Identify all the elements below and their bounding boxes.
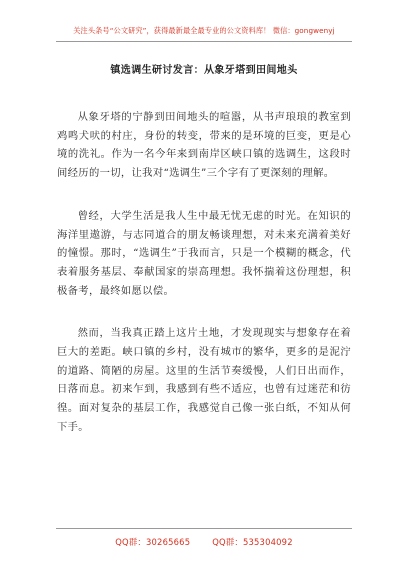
paragraph: 从象牙塔的宁静到田间地头的喧嚣，从书声琅琅的教室到鸡鸣犬吠的村庄，身份的转变，带来的是环境的巨变，更是心境的洗礼。作为一名今年来到南岸区峡口镇的选调生，这段时间经历的一切，让我对“选调生”三个字有了更深刻的理解。: [57, 111, 351, 180]
footer: [0, 536, 408, 548]
footer-divider: [56, 528, 352, 529]
paragraph: 曾经，大学生活是我人生中最无忧无虑的时光。在知识的海洋里遨游，与志同道合的朋友畅谈理想，对未来充满着美好的憧憬。那时，“选调生”于我而言，只是一个模糊的概念，代表着服务基层、奉献国家的崇高理想。我怀揣着这份理想，积极备考，最终如愿以偿。: [57, 209, 351, 297]
paragraph: 然而，当我真正踏上这片土地，才发现现实与想象存在着巨大的差距。峡口镇的乡村，没有城市的繁华，更多的是泥泞的道路、简陋的房屋。这里的生活节奏缓慢，人们日出而作，日落而息。初来乍到，我感到有些不适应，也曾有过迷茫和彷徨。面对复杂的基层工作，我感觉自己像一张白纸，不知从何下手。: [57, 327, 351, 433]
footer-qq-group-1: QQ群：30265665: [115, 537, 191, 547]
footer-qq-group-2: QQ群：535304092: [212, 537, 293, 547]
document-title: 镇选调生研讨发言：从象牙塔到田间地头: [110, 65, 298, 76]
header-divider: [56, 41, 352, 42]
header-banner: 关注头条号“公文研究”，获得最新最全最专业的公文资料库！ 微信：gongwenyj: [73, 26, 335, 35]
document-body: [57, 108, 351, 461]
